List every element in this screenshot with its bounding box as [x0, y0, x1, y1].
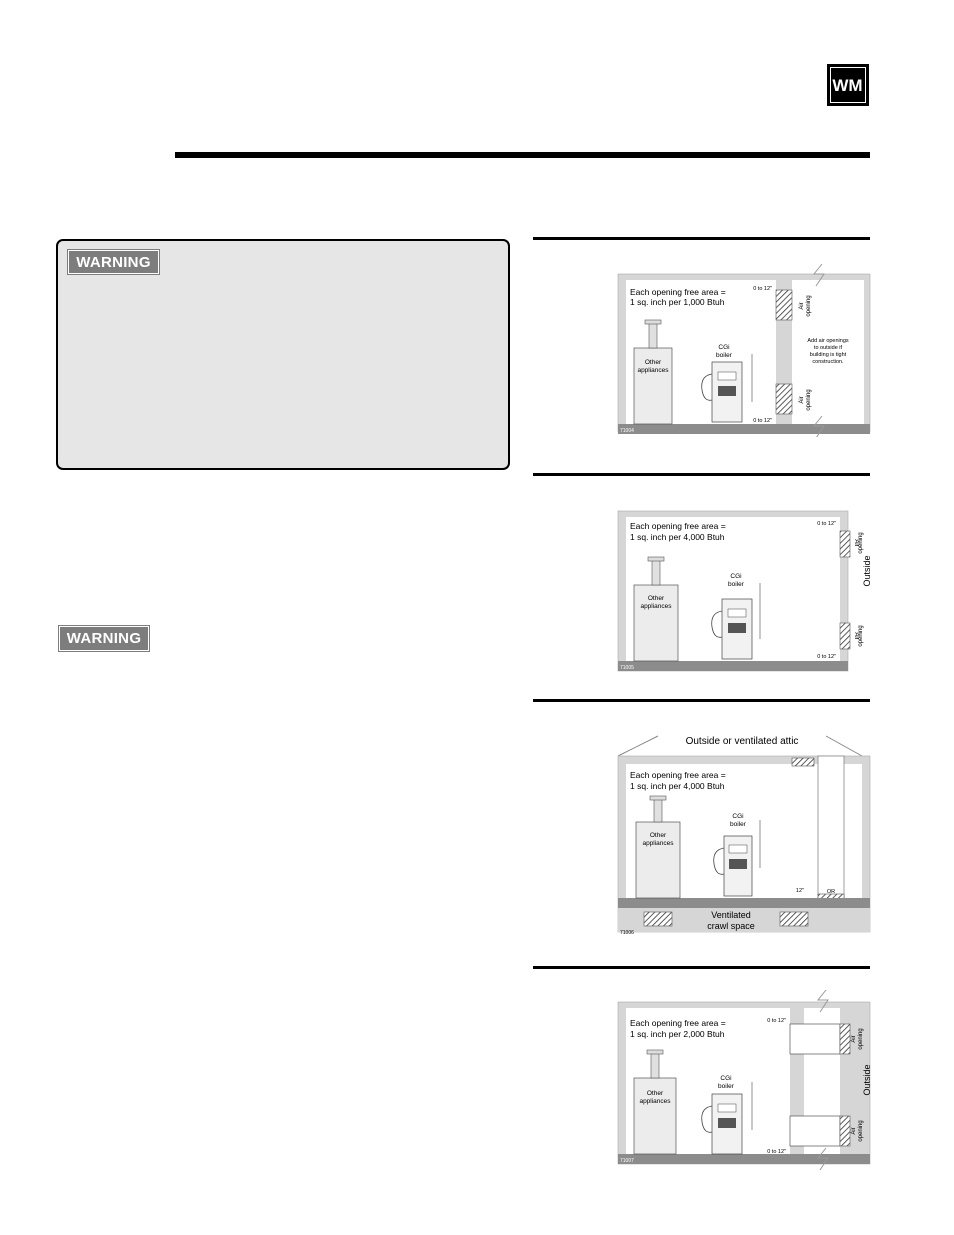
dimension-label: 0 to 12": [753, 286, 772, 292]
boiler-panel: [728, 609, 746, 617]
figure-4-diagram: [612, 990, 874, 1170]
figure-rule: [533, 699, 870, 702]
company-logo: [827, 64, 869, 106]
free-area-text: 1 sq. inch per 4,000 Btuh: [630, 532, 725, 542]
header-rule: [175, 152, 870, 158]
air-opening-label: opening: [806, 389, 812, 411]
flue-cap: [645, 320, 661, 324]
boiler-label: CGi: [720, 1075, 732, 1082]
air-opening-bottom: [776, 384, 792, 414]
appliance-flue: [652, 559, 660, 585]
figure-number: 71006: [620, 930, 634, 936]
logo-frame: [830, 67, 866, 103]
dimension-label: 0 to 12": [817, 654, 836, 660]
air-opening-label: opening: [806, 295, 812, 317]
attic-label: Outside or ventilated attic: [685, 736, 799, 747]
air-duct: [818, 756, 844, 898]
dimension-label: 12": [795, 888, 804, 894]
air-opening-label: opening: [858, 1028, 864, 1050]
free-area-text: Each opening free area =: [630, 1018, 726, 1028]
air-opening-top: [840, 1024, 850, 1054]
flue-cap: [647, 1050, 663, 1054]
appliance-flue: [649, 322, 657, 348]
other-appliances-label: appliances: [639, 1098, 671, 1105]
dimension-label: 0 to 12": [767, 1149, 786, 1155]
boiler-burner-vents: [718, 386, 736, 396]
logo-mark-icon: [831, 68, 864, 101]
figure-number: 71007: [620, 1158, 634, 1164]
air-opening-label: Air: [853, 632, 859, 640]
air-opening-label: opening: [858, 532, 864, 554]
free-area-text: 1 sq. inch per 4,000 Btuh: [630, 781, 725, 791]
figure-number: 71005: [620, 665, 634, 671]
tight-construction-note: construction.: [812, 359, 844, 365]
floor: [618, 661, 848, 671]
tight-construction-note: to outside if: [813, 345, 843, 351]
figure-rule: [533, 473, 870, 476]
other-appliances-label: appliances: [642, 840, 674, 847]
boiler-label: boiler: [716, 352, 732, 359]
dimension-label: OR: [826, 889, 836, 895]
boiler-label: boiler: [730, 821, 746, 828]
boiler-panel: [718, 1104, 736, 1112]
air-opening-label: Air: [799, 302, 805, 310]
air-opening-bottom: [840, 623, 850, 649]
flue-cap: [648, 557, 664, 561]
floor: [618, 424, 870, 434]
air-opening-label: Air: [851, 1035, 857, 1043]
air-opening-label: Air: [851, 1127, 857, 1135]
air-opening-label: Air: [853, 539, 859, 547]
boiler-panel: [718, 372, 736, 380]
air-opening-label: opening: [858, 1120, 864, 1142]
boiler-burner-vents: [729, 859, 747, 869]
figure-rule: [533, 237, 870, 240]
crawl-vent: [644, 912, 672, 926]
outside-label: Outside: [862, 1064, 872, 1096]
air-opening-top: [776, 290, 792, 320]
air-opening-label: Air: [799, 396, 805, 404]
air-opening-bottom: [840, 1116, 850, 1146]
crawl-vent: [780, 912, 808, 926]
appliance-flue: [654, 798, 662, 822]
air-opening-top: [840, 531, 850, 557]
upper-duct: [790, 1024, 840, 1054]
boiler-label: boiler: [718, 1083, 734, 1090]
floor: [618, 1154, 870, 1164]
figure-2-diagram: [612, 505, 872, 675]
appliance-flue: [651, 1052, 659, 1078]
boiler-label: CGi: [718, 344, 730, 351]
floor: [618, 898, 870, 908]
figure-rule: [533, 966, 870, 969]
ceiling-opening: [792, 758, 814, 766]
free-area-text: Each opening free area =: [630, 521, 726, 531]
free-area-text: Each opening free area =: [630, 770, 726, 780]
figure-1-diagram: [612, 262, 872, 437]
other-appliances-label: Other: [649, 832, 667, 839]
logo-text: WM: [832, 76, 863, 95]
boiler-burner-vents: [718, 1118, 736, 1128]
figure-3-diagram: [612, 728, 874, 938]
flue-cap: [650, 796, 666, 800]
tight-construction-note: Add air openings: [807, 338, 849, 344]
dimension-label: 0 to 12": [767, 1018, 786, 1024]
air-opening-label: opening: [858, 625, 864, 647]
boiler-label: CGi: [732, 813, 744, 820]
free-area-text: 1 sq. inch per 1,000 Btuh: [630, 297, 725, 307]
free-area-text: 1 sq. inch per 2,000 Btuh: [630, 1029, 725, 1039]
other-appliances-label: Other: [647, 595, 665, 602]
warning-badge: WARNING: [59, 626, 149, 651]
tight-construction-note: building is tight: [809, 352, 847, 358]
boiler-burner-vents: [728, 623, 746, 633]
dimension-label: 0 to 12": [817, 521, 836, 527]
boiler-label: CGi: [730, 573, 742, 580]
boiler-panel: [729, 845, 747, 853]
figure-number: 71004: [620, 428, 634, 434]
crawl-space-label: crawl space: [707, 921, 755, 931]
outside-label: Outside: [862, 555, 872, 587]
other-appliances-label: appliances: [640, 603, 672, 610]
other-appliances-label: appliances: [637, 367, 669, 374]
lower-duct: [790, 1116, 840, 1146]
warning-badge: WARNING: [68, 250, 159, 274]
dimension-label: 0 to 12": [753, 418, 772, 424]
free-area-text: Each opening free area =: [630, 287, 726, 297]
other-appliances-label: Other: [646, 1090, 664, 1097]
other-appliances-label: Other: [644, 359, 662, 366]
boiler-label: boiler: [728, 581, 744, 588]
crawl-space-label: Ventilated: [711, 910, 751, 920]
